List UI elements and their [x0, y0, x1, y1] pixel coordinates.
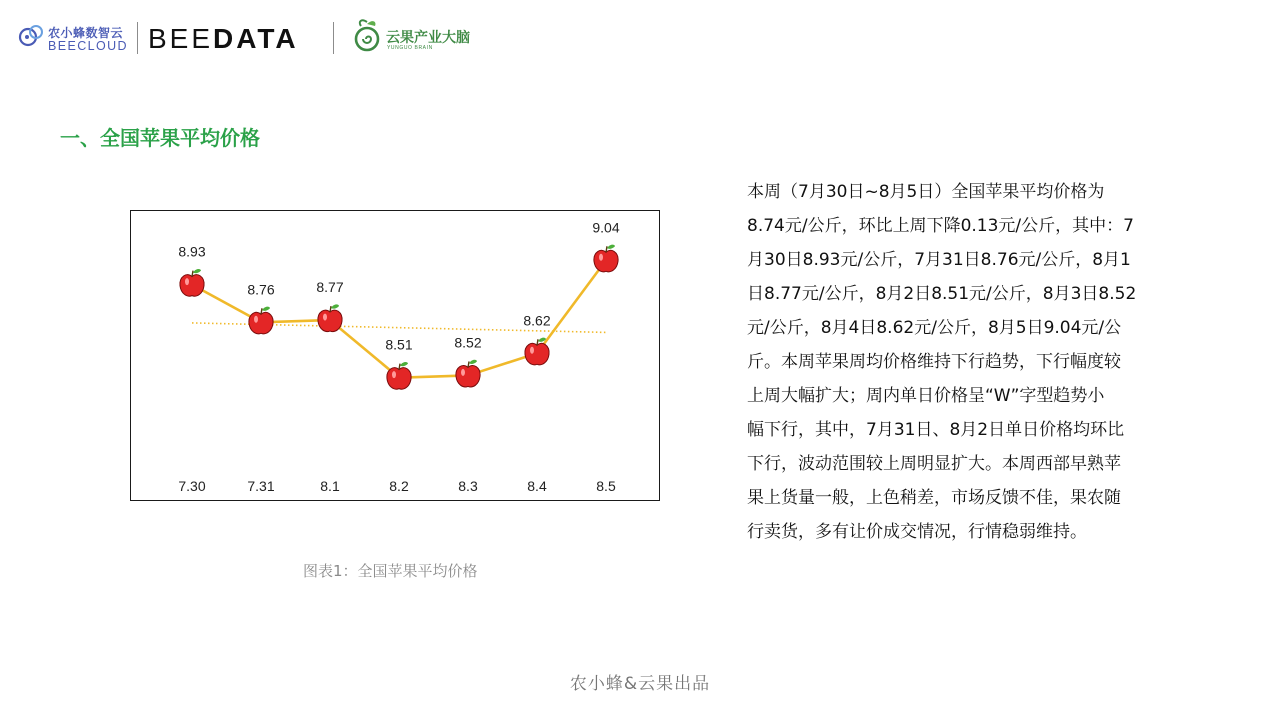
- beedata-light-text: BEE: [148, 23, 214, 54]
- fruit-leaf-icon: [352, 18, 382, 56]
- description-line: 幅下行，其中，7月31日、8月2日单日价格均环比: [747, 420, 1125, 440]
- description-line: 元/公斤，8月4日8.62元/公斤，8月5日9.04元/公: [747, 318, 1122, 338]
- beecloud-logo: [18, 20, 132, 56]
- data-label: 9.04: [592, 219, 620, 236]
- data-label: 8.51: [385, 336, 413, 353]
- data-label: 8.93: [178, 243, 206, 260]
- bee-icon: [18, 23, 44, 49]
- beedata-logo: [148, 22, 299, 56]
- logo-divider: [137, 22, 138, 54]
- x-tick-label: 8.5: [596, 478, 616, 494]
- price-chart: [130, 210, 660, 501]
- footer-credit: 农小蜂&云果出品: [569, 674, 711, 694]
- description-line: 月30日8.93元/公斤，7月31日8.76元/公斤，8月1: [747, 250, 1131, 270]
- yunguo-en-label: YUNGUO BRAIN: [387, 45, 433, 51]
- beecloud-cn-label: 农小蜂数智云: [48, 26, 124, 40]
- description-line: 斤。本周苹果周均价格维持下行趋势，下行幅度较: [747, 352, 1121, 372]
- description-line: 本周（7月30日~8月5日）全国苹果平均价格为: [747, 182, 1105, 202]
- data-label: 8.62: [523, 312, 551, 329]
- x-tick-label: 7.31: [247, 478, 275, 494]
- logo-divider: [333, 22, 334, 54]
- yunguo-logo: [352, 18, 482, 58]
- x-tick-label: 8.2: [389, 478, 409, 494]
- description-line: 8.74元/公斤，环比上周下降0.13元/公斤，其中：7: [747, 216, 1134, 236]
- header: [0, 0, 1280, 80]
- data-label: 8.52: [454, 334, 482, 351]
- x-tick-label: 8.4: [527, 478, 547, 494]
- yunguo-cn-label: 云果产业大脑: [386, 30, 470, 46]
- apple-icon: [387, 362, 411, 389]
- description-line: 上周大幅扩大；周内单日价格呈“W”字型趋势小: [747, 386, 1105, 406]
- description-line: 下行，波动范围较上周明显扩大。本周西部早熟苹: [747, 454, 1121, 474]
- description-line: 果上货量一般，上色稍差，市场反馈不佳，果农随: [747, 488, 1121, 508]
- beedata-bold-text: DATA: [213, 23, 299, 54]
- description-line: 行卖货，多有让价成交情况，行情稳弱维持。: [747, 522, 1087, 542]
- beecloud-en-label: BEECLOUD: [48, 39, 128, 53]
- x-tick-label: 8.3: [458, 478, 478, 494]
- data-label: 8.76: [247, 281, 275, 298]
- apple-icon: [594, 245, 618, 272]
- apple-icon: [456, 360, 480, 387]
- section-title: 一、全国苹果平均价格: [60, 126, 260, 150]
- chart-canvas: [131, 211, 659, 500]
- x-tick-label: 7.30: [178, 478, 206, 494]
- apple-icon: [249, 307, 273, 334]
- x-tick-label: 8.1: [320, 478, 340, 494]
- chart-caption: 图表1：全国苹果平均价格: [303, 562, 478, 580]
- price-description: [747, 175, 1187, 549]
- data-label: 8.77: [316, 279, 344, 296]
- apple-icon: [180, 269, 204, 296]
- description-line: 日8.77元/公斤，8月2日8.51元/公斤，8月3日8.52: [747, 284, 1137, 304]
- apple-icon: [318, 304, 342, 331]
